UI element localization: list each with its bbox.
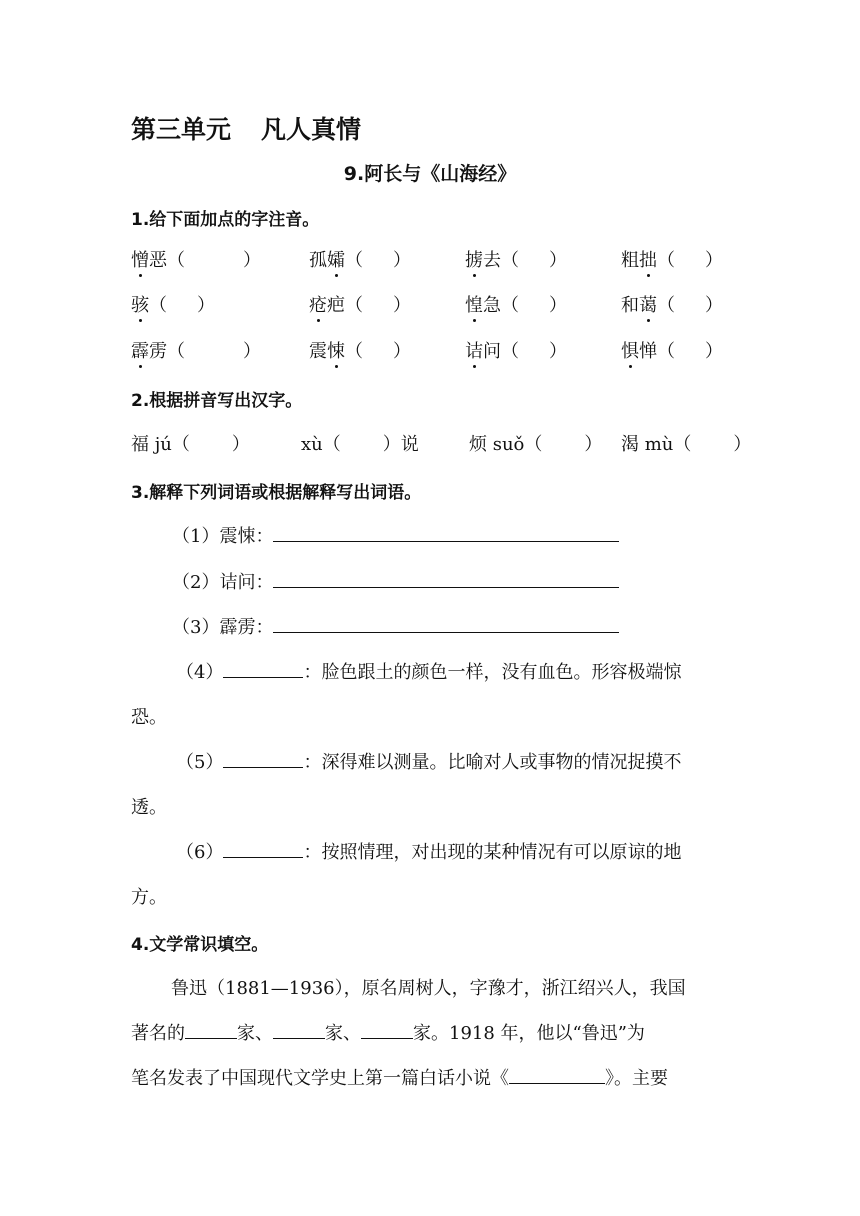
answer-blank[interactable] xyxy=(185,1020,237,1039)
word-char: 孤 xyxy=(309,250,327,271)
answer-blank[interactable] xyxy=(509,1065,605,1084)
unit-theme: 凡人真情 xyxy=(261,115,362,144)
pinyin-answer-paren[interactable]: （ ） xyxy=(345,295,411,316)
item-number: （2） xyxy=(172,572,220,593)
pinyin-item: xù（ ）说 xyxy=(301,434,419,455)
word-item xyxy=(309,337,411,363)
item-number: （4） xyxy=(176,662,224,683)
answer-blank[interactable] xyxy=(361,1020,413,1039)
pinyin-text: 渴 mù xyxy=(621,434,674,455)
dotted-char: 惶 xyxy=(465,291,483,317)
word-item xyxy=(621,337,723,363)
dotted-char: 蔼 xyxy=(639,291,657,317)
word-item xyxy=(131,337,261,363)
dotted-char: 骇 xyxy=(131,291,149,317)
dotted-char: 霹 xyxy=(131,337,149,363)
word-item xyxy=(621,291,723,317)
pinyin-answer-paren[interactable]: （ ） xyxy=(501,250,567,271)
word-char: 问 xyxy=(483,341,501,362)
pinyin-answer-paren[interactable]: （ ） xyxy=(345,341,411,362)
term-text: 诘问： xyxy=(219,572,274,593)
term-line-1 xyxy=(172,522,619,548)
literature-line-3 xyxy=(131,1064,668,1090)
pinyin-suffix: 说 xyxy=(400,434,419,455)
text-segment: 家、 xyxy=(237,1023,273,1044)
definition-5-line1 xyxy=(176,748,681,774)
question-1-row xyxy=(131,291,731,321)
unit-title xyxy=(131,110,361,146)
question-1-heading: 1.给下面加点的字注音。 xyxy=(131,210,320,230)
pinyin-answer-paren[interactable]: （ ） xyxy=(167,341,261,362)
answer-blank[interactable] xyxy=(273,523,619,542)
question-1-row xyxy=(131,337,731,367)
pinyin-answer-paren[interactable]: （ ） xyxy=(149,295,215,316)
term-text: 霹雳： xyxy=(219,617,274,638)
lesson-title: 9.阿长与《山海经》 xyxy=(343,163,517,185)
word-item xyxy=(621,246,723,272)
word-item xyxy=(309,291,411,317)
pinyin-item: 渴 mù（ ） xyxy=(621,434,752,455)
text-segment: 》。主要 xyxy=(605,1068,668,1089)
question-2-row xyxy=(131,430,752,460)
pinyin-answer-paren[interactable]: （ ） xyxy=(501,341,567,362)
term-line-2 xyxy=(172,568,619,594)
dotted-char: 憎 xyxy=(131,246,149,272)
dotted-char: 拙 xyxy=(639,246,657,272)
pinyin-answer-paren[interactable]: （ ） xyxy=(167,250,261,271)
pinyin-answer-paren[interactable]: （ ） xyxy=(657,250,723,271)
word-char: 去 xyxy=(483,250,501,271)
pinyin-text: 福 jú xyxy=(131,434,172,455)
question-2-heading: 2.根据拼音写出汉字。 xyxy=(131,391,303,411)
word-char: 恶 xyxy=(149,250,167,271)
answer-blank[interactable] xyxy=(273,614,619,633)
dotted-char: 疮 xyxy=(309,291,327,317)
item-number: （3） xyxy=(172,617,220,638)
question-1-row xyxy=(131,246,731,276)
item-number: （1） xyxy=(172,526,220,547)
text-segment: 笔名发表了中国现代文学史上第一篇白话小说《 xyxy=(131,1068,509,1089)
pinyin-answer-paren[interactable]: （ ） xyxy=(345,250,411,271)
pinyin-item: 烦 suǒ（ ） xyxy=(469,434,603,455)
dotted-char: 孀 xyxy=(327,246,345,272)
definition-6-line2: 方。 xyxy=(131,887,167,908)
definition-4-line1 xyxy=(176,658,681,684)
answer-blank[interactable] xyxy=(223,659,303,678)
word-item xyxy=(131,246,261,272)
word-item xyxy=(131,291,215,317)
question-4-heading: 4.文学常识填空。 xyxy=(131,935,269,955)
word-item xyxy=(465,246,567,272)
literature-line-1: 鲁迅（1881—1936），原名周树人，字豫才，浙江绍兴人，我国 xyxy=(171,978,686,999)
definition-text: ：按照情理，对出现的某种情况有可以原谅的地 xyxy=(303,842,682,863)
answer-blank[interactable] xyxy=(273,569,619,588)
item-number: （5） xyxy=(176,752,224,773)
term-text: 震悚： xyxy=(219,526,274,547)
literature-line-2 xyxy=(131,1019,645,1045)
pinyin-item: 福 jú（ ） xyxy=(131,434,250,455)
word-item xyxy=(465,291,567,317)
term-line-3 xyxy=(172,613,619,639)
answer-blank[interactable] xyxy=(223,749,303,768)
pinyin-answer-paren[interactable]: （ ） xyxy=(657,341,723,362)
word-char: 疤 xyxy=(327,295,345,316)
word-char: 震 xyxy=(309,341,327,362)
definition-6-line1 xyxy=(176,838,681,864)
text-segment: 著名的 xyxy=(131,1023,185,1044)
definition-5-line2: 透。 xyxy=(131,797,167,818)
word-char: 惮 xyxy=(639,341,657,362)
word-char: 急 xyxy=(483,295,501,316)
definition-4-line2: 恐。 xyxy=(131,707,167,728)
item-number: （6） xyxy=(176,842,224,863)
question-3-heading: 3.解释下列词语或根据解释写出词语。 xyxy=(131,483,422,503)
text-segment: 家。1918 年，他以“鲁迅”为 xyxy=(413,1023,645,1044)
dotted-char: 悚 xyxy=(327,337,345,363)
pinyin-text: 烦 suǒ xyxy=(469,434,525,455)
dotted-char: 诘 xyxy=(465,337,483,363)
answer-blank[interactable] xyxy=(273,1020,325,1039)
unit-number: 第三单元 xyxy=(131,115,232,144)
dotted-char: 惧 xyxy=(621,337,639,363)
word-char: 粗 xyxy=(621,250,639,271)
text-segment: 家、 xyxy=(325,1023,361,1044)
definition-text: ：脸色跟土的颜色一样，没有血色。形容极端惊 xyxy=(303,662,682,683)
pinyin-answer-paren[interactable]: （ ） xyxy=(657,295,723,316)
word-char: 雳 xyxy=(149,341,167,362)
answer-blank[interactable] xyxy=(223,839,303,858)
definition-text: ：深得难以测量。比喻对人或事物的情况捉摸不 xyxy=(303,752,682,773)
pinyin-text: xù xyxy=(301,434,323,455)
word-item xyxy=(309,246,411,272)
word-item xyxy=(465,337,567,363)
pinyin-answer-paren[interactable]: （ ） xyxy=(501,295,567,316)
word-char: 和 xyxy=(621,295,639,316)
dotted-char: 掳 xyxy=(465,246,483,272)
